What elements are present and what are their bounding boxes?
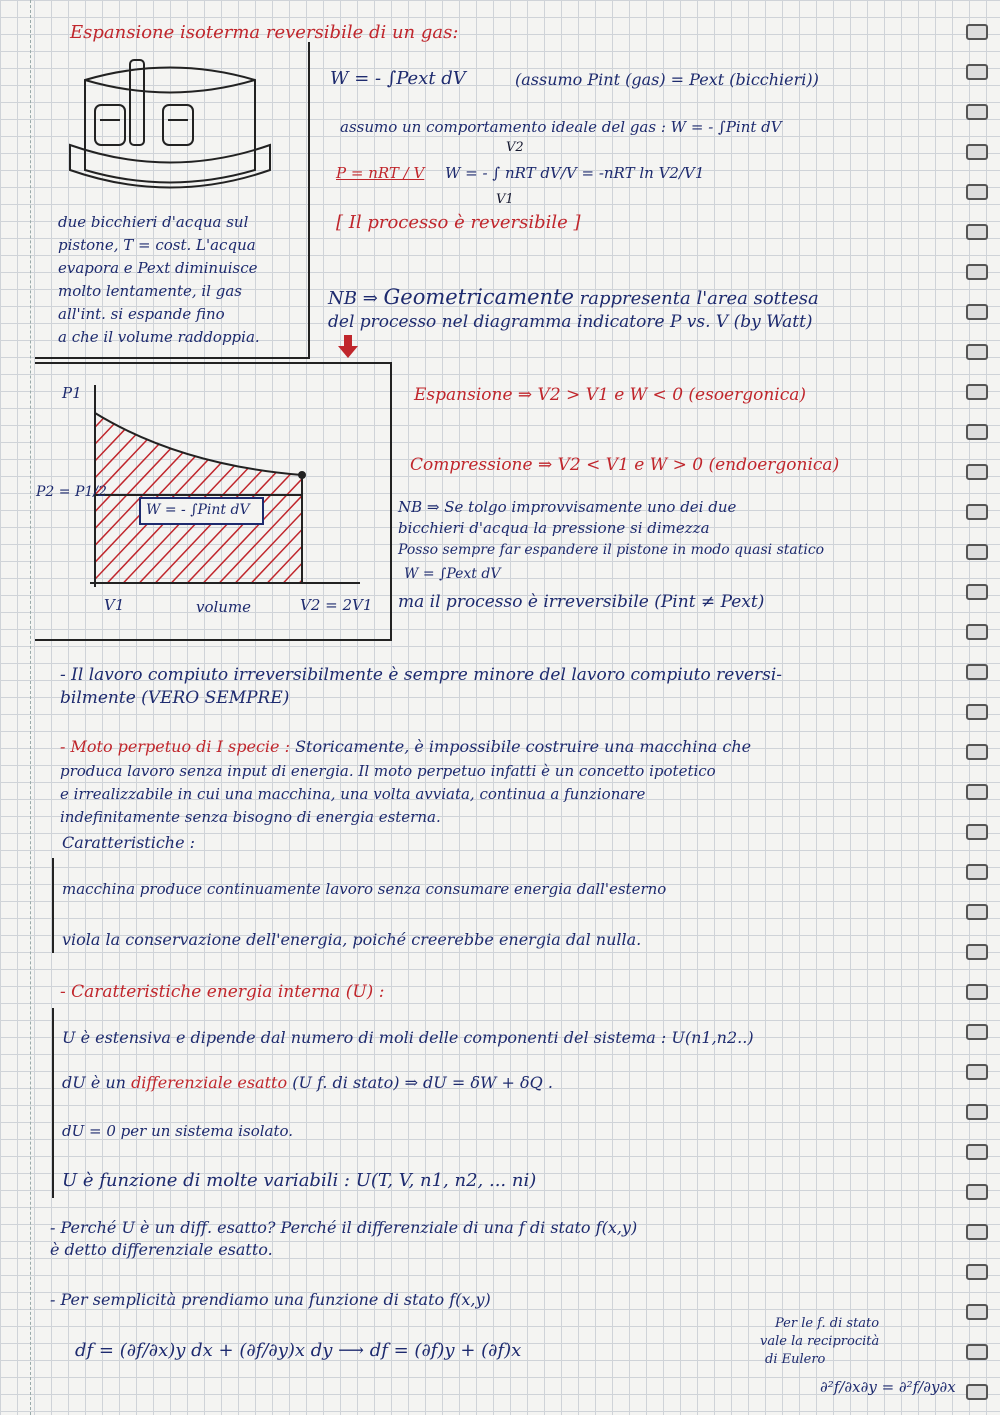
spiral-ring: [966, 544, 988, 560]
euler-note: Per le f. di stato: [775, 1316, 880, 1331]
ideal-gas-law: P = nRT / V: [336, 164, 425, 182]
spiral-ring: [966, 104, 988, 120]
characteristics-heading: Caratteristiche :: [62, 833, 196, 852]
hatch-line: [256, 405, 385, 595]
spiral-ring: [966, 1064, 988, 1080]
nb2-line: Posso sempre far espandere il pistone in modo quasi statico: [398, 542, 825, 558]
body-line: bilmente (VERO SEMPRE): [60, 688, 290, 708]
hatch-line: [40, 405, 100, 595]
spiral-ring: [966, 424, 988, 440]
body-line: e irrealizzabile in cui una macchina, una volta avviata, continua a funzionare: [60, 785, 646, 803]
nb-word: Geometricamente: [383, 285, 574, 309]
spiral-ring: [966, 1264, 988, 1280]
hatch-line: [40, 405, 68, 595]
body-line: - Per semplicità prendiamo una funzione di stato f(x,y): [50, 1290, 491, 1309]
note-line: a che il volume raddoppia.: [58, 328, 260, 346]
nb-prefix: NB ⇒: [328, 288, 384, 309]
spiral-ring: [966, 744, 988, 760]
list-bracket: [52, 1008, 54, 1198]
spiral-ring: [966, 64, 988, 80]
item-text: (U f. di stato) ⇒ dU = δW + δQ .: [287, 1073, 553, 1092]
note-line: all'int. si espande fino: [58, 305, 225, 323]
list-item: macchina produce continuamente lavoro senza consumare energia dall'esterno: [62, 880, 667, 898]
euler-note: vale la reciprocità: [760, 1334, 880, 1349]
piston-sketch: [55, 50, 285, 210]
spiral-ring: [966, 584, 988, 600]
hatch-line: [368, 405, 385, 595]
euler-reciprocity: ∂²f/∂x∂y = ∂²f/∂y∂x: [820, 1378, 956, 1396]
p2-label: P2 = P1/2: [36, 484, 107, 500]
arrow-down-icon: [338, 335, 358, 359]
list-item: U è funzione di molte variabili : U(T, V, n1, n2, ... ni): [62, 1170, 537, 1191]
spiral-ring: [966, 624, 988, 640]
spiral-ring: [966, 1104, 988, 1120]
section-text: Storicamente, è impossibile costruire una macchina che: [289, 737, 752, 756]
hatch-line: [304, 405, 385, 595]
ideal-gas-line: assumo un comportamento ideale del gas : W = - ∫Pint dV: [340, 118, 782, 136]
work-assumption: (assumo Pint (gas) = Pext (bicchieri)): [515, 70, 819, 89]
euler-note: di Eulero: [765, 1352, 826, 1367]
nb2-line: NB ⇒ Se tolgo improvvisamente uno dei due: [398, 498, 737, 516]
integral-limit-bottom: V1: [496, 192, 514, 207]
spiral-ring: [966, 904, 988, 920]
hatch-line: [40, 405, 52, 595]
body-line: - Il lavoro compiuto irreversibilmente è sempre minore del lavoro compiuto reversi-: [60, 665, 783, 685]
spiral-ring: [966, 784, 988, 800]
nb2-line: bicchieri d'acqua la pressione si dimezza: [398, 519, 710, 537]
body-line: - Perché U è un diff. esatto? Perché il differenziale di una f di stato f(x,y): [50, 1218, 638, 1237]
note-line: molto lentamente, il gas: [58, 282, 242, 300]
list-item: [62, 1073, 553, 1092]
spiral-ring: [966, 464, 988, 480]
spiral-ring: [966, 224, 988, 240]
spiral-ring: [966, 864, 988, 880]
v1-label: V1: [104, 596, 125, 614]
spiral-ring: [966, 264, 988, 280]
spiral-ring: [966, 984, 988, 1000]
hatch-line: [40, 405, 132, 595]
expansion-note: Espansione ⇒ V2 > V1 e W < 0 (esoergonica): [414, 385, 807, 405]
work-equation: W = - ∫Pext dV: [330, 68, 466, 89]
nb-rest: rappresenta l'area sottesa: [573, 288, 819, 309]
spiral-ring: [966, 24, 988, 40]
spiral-ring: [966, 344, 988, 360]
spiral-ring: [966, 704, 988, 720]
volume-axis-label: volume: [196, 598, 252, 616]
p1-label: P1: [62, 384, 82, 402]
note-line: pistone, T = cost. L'acqua: [58, 236, 256, 254]
list-bracket: [52, 858, 54, 953]
work-box-label: W = - ∫Pint dV: [146, 502, 250, 518]
spiral-ring: [966, 1224, 988, 1240]
spiral-ring: [966, 504, 988, 520]
item-text: dU è un: [62, 1073, 132, 1092]
list-item: viola la conservazione dell'energia, poiché creerebbe energia dal nulla.: [62, 930, 642, 949]
spiral-ring: [966, 304, 988, 320]
hatch-line: [40, 405, 84, 595]
spiral-ring: [966, 384, 988, 400]
body-line: è detto differenziale esatto.: [50, 1240, 273, 1259]
spiral-binding: [962, 0, 990, 1415]
hatch-line: [384, 405, 385, 595]
body-line: produca lavoro senza input di energia. Il moto perpetuo infatti è un concetto ipotetico: [60, 762, 716, 780]
v2-label: V2 = 2V1: [300, 596, 373, 614]
spiral-ring: [966, 664, 988, 680]
hatch-line: [272, 405, 385, 595]
differential-equation: df = (∂f/∂x)y dx + (∂f/∂y)x dy ⟶ df = (∂f)y + (∂f)x: [75, 1340, 522, 1361]
spiral-ring: [966, 1384, 988, 1400]
hatch-line: [336, 405, 385, 595]
page-title: Espansione isoterma reversibile di un gas:: [70, 22, 459, 43]
pv-diagram: [40, 365, 385, 635]
margin-line: [30, 0, 32, 1415]
item-highlight: differenziale esatto: [131, 1073, 288, 1092]
reversible-note: [ Il processo è reversibile ]: [336, 212, 581, 233]
hatch-line: [320, 405, 385, 595]
section-heading: - Caratteristiche energia interna (U) :: [60, 982, 385, 1002]
note-line: evapora e Pext diminuisce: [58, 259, 258, 277]
body-line: [60, 737, 751, 756]
spiral-ring: [966, 1024, 988, 1040]
spiral-ring: [966, 1344, 988, 1360]
geometric-note-line2: del processo nel diagramma indicatore P vs. V (by Watt): [328, 312, 813, 332]
nb2-line: W = ∫Pext dV: [404, 566, 501, 582]
spiral-ring: [966, 1184, 988, 1200]
spiral-ring: [966, 824, 988, 840]
spiral-ring: [966, 184, 988, 200]
list-item: U è estensiva e dipende dal numero di moli delle componenti del sistema : U(n1,n2..): [62, 1028, 754, 1047]
nb2-line: ma il processo è irreversibile (Pint ≠ Pext): [398, 592, 765, 612]
isothermal-work: W = - ∫ nRT dV/V = -nRT ln V2/V1: [445, 164, 705, 182]
spiral-ring: [966, 1304, 988, 1320]
spiral-ring: [966, 944, 988, 960]
integral-limit-top: V2: [506, 140, 524, 155]
section-heading: - Moto perpetuo di I specie :: [60, 737, 290, 756]
compression-note: Compressione ⇒ V2 < V1 e W > 0 (endoergonica): [410, 455, 840, 475]
note-line: due bicchieri d'acqua sul: [58, 213, 249, 231]
list-item: dU = 0 per un sistema isolato.: [62, 1122, 294, 1140]
spiral-ring: [966, 144, 988, 160]
geometric-note: [328, 285, 819, 309]
hatch-line: [352, 405, 385, 595]
spiral-ring: [966, 1144, 988, 1160]
body-line: indefinitamente senza bisogno di energia esterna.: [60, 808, 441, 826]
